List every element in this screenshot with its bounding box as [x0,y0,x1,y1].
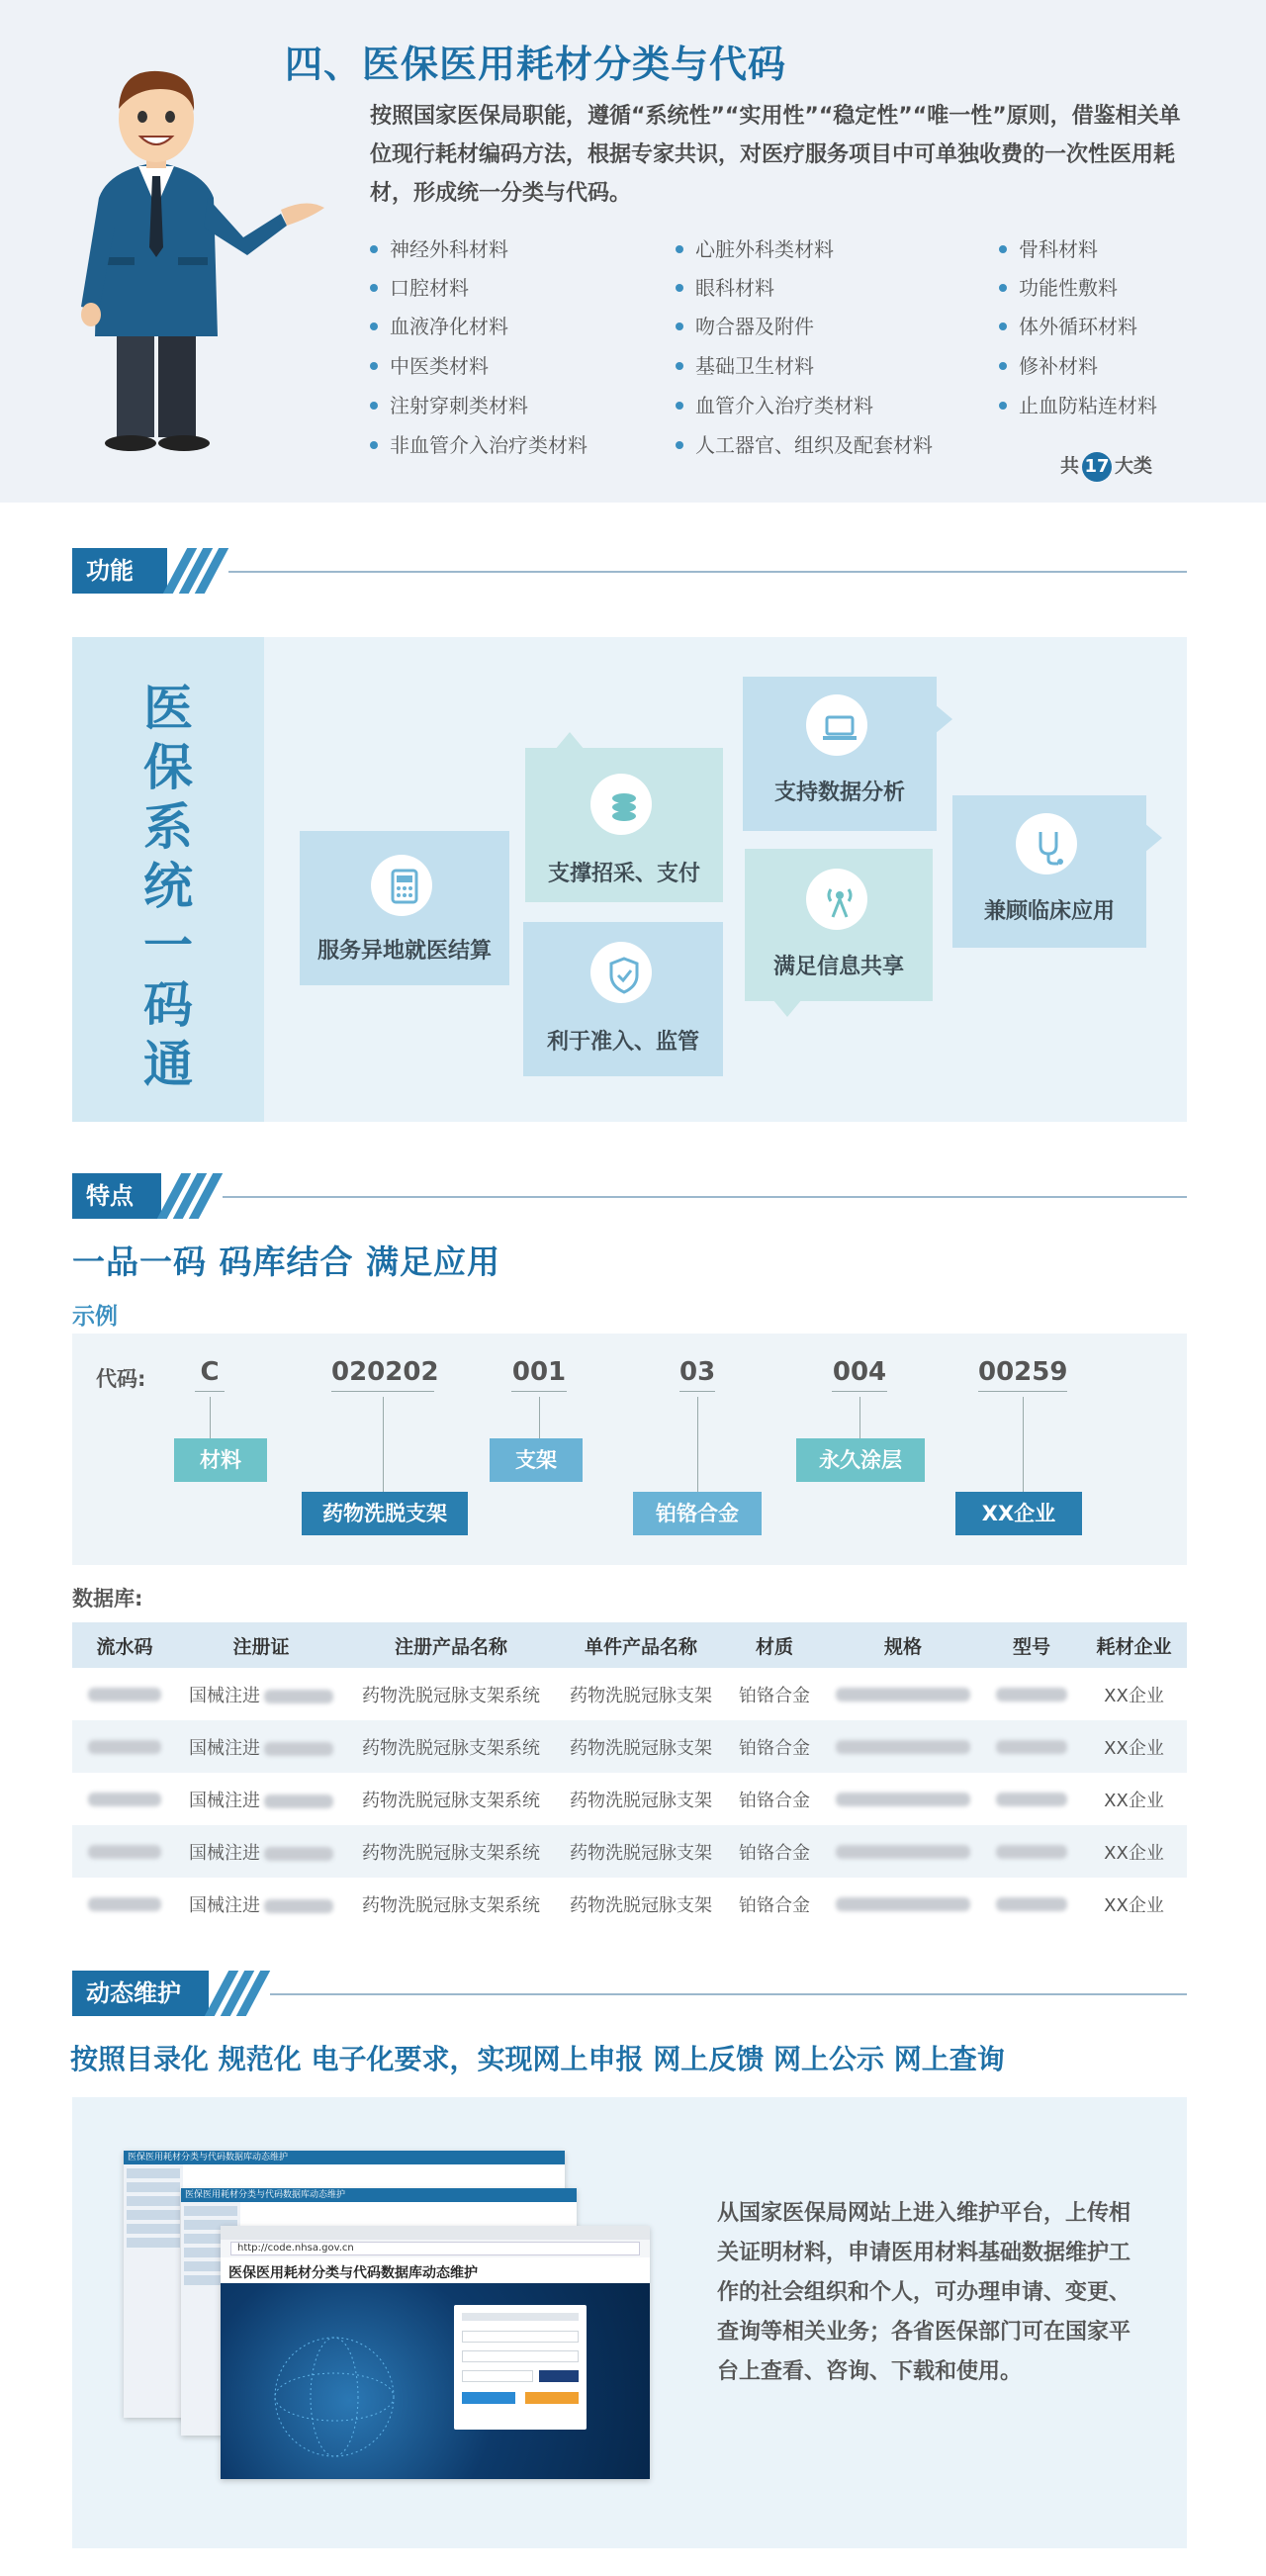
code-meaning-label: 永久涂层 [796,1438,925,1482]
coins-icon [590,774,652,835]
slogan-char: 码 [143,976,193,1034]
bullet-dot-icon [676,245,683,253]
connector-line [859,1397,860,1438]
code-segment: 03 [679,1357,715,1392]
bullet-dot-icon [676,284,683,292]
function-label: 服务异地就医结算 [316,939,492,964]
table-cell: 药物洗脱冠脉支架系统 [345,1720,557,1773]
category-item: 人工器官、组织及配套材料 [676,429,933,458]
register-button[interactable] [525,2392,579,2404]
connector-line [1023,1397,1024,1492]
bullet-dot-icon [676,402,683,410]
blurred-cell [72,1668,177,1720]
features-tag: 特点 [72,1173,161,1219]
intro-title: 四、医保医用耗材分类与代码 [285,43,787,86]
table-cell: 铂铬合金 [739,1685,810,1706]
captcha-row [462,2370,579,2382]
category-item: 心脏外科类材料 [676,233,834,262]
database-table [72,1622,1187,1930]
column-header: 注册产品名称 [345,1622,557,1668]
function-label: 支持数据分析 [773,781,905,805]
table-cell: 国械注进 [177,1720,345,1773]
category-item: 功能性敷料 [999,272,1118,301]
screenshot-title: 医保医用耗材分类与代码数据库动态维护 [181,2188,577,2202]
bullet-dot-icon [999,362,1007,370]
slogan-char: 统 [143,858,193,915]
code-meaning-label: XX企业 [955,1492,1082,1535]
slogan-char: 系 [143,798,193,856]
total-prefix: 共 [1060,455,1080,477]
table-cell: 国械注进 [177,1668,345,1720]
blurred-cell [72,1878,177,1930]
column-header: 注册证 [177,1622,345,1668]
bullet-dot-icon [370,245,378,253]
bullet-dot-icon [370,441,378,449]
slogan-text [72,679,264,1094]
login-tabs[interactable] [462,2313,579,2321]
login-form [454,2305,587,2430]
category-item: 眼科材料 [676,272,774,301]
table-cell: XX企业 [1104,1790,1164,1811]
screenshot-title: 医保医用耗材分类与代码数据库动态维护 [124,2151,565,2164]
code-meaning-label: 铂铬合金 [633,1492,762,1535]
stethoscope-icon [1016,813,1077,874]
globe-icon [260,2323,408,2471]
table-cell: 国械注进 [177,1773,345,1825]
function-label: 满足信息共享 [772,955,904,979]
blurred-cell [982,1878,1081,1930]
blurred-cell [982,1668,1081,1720]
code-meaning-label: 材料 [174,1438,267,1482]
blurred-cell [824,1720,982,1773]
maintenance-panel [72,2097,1187,2548]
presenter-illustration [69,59,336,455]
column-header: 型号 [982,1622,1081,1668]
slogan-char: 一 [143,917,193,974]
bullet-dot-icon [370,284,378,292]
maintenance-description: 从国家医保局网站上进入维护平台，上传相关证明材料，申请医用材料基础数据维护工作的社会组织和个人，可办理申请、变更、查询等相关业务；各省医保部门可在国家平台上查看、咨询、下载和使用。 [717,2201,1131,2384]
blurred-cell [824,1773,982,1825]
slogan-panel [72,637,264,1122]
table-cell: 药物洗脱冠脉支架 [570,1894,712,1916]
browser-tabbar [221,2226,650,2240]
category-item: 中医类材料 [370,350,489,379]
section-rule [223,1196,1187,1198]
function-box-access [523,922,723,1076]
function-box-procure [525,748,723,902]
column-header: 流水码 [72,1622,177,1668]
function-box-analysis [743,677,937,831]
slogan-char: 保 [143,739,193,796]
category-item: 骨科材料 [999,233,1098,262]
table-cell: XX企业 [1104,1685,1164,1706]
password-input[interactable] [462,2350,579,2362]
slogan-char: 医 [143,680,193,737]
column-header: 单件产品名称 [557,1622,725,1668]
category-total [1060,451,1152,482]
function-label: 兼顾临床应用 [983,899,1115,924]
category-item: 血液净化材料 [370,311,508,339]
arrow-tip-icon [772,999,802,1017]
screenshot-heading: 医保医用耗材分类与代码数据库动态维护 [228,2265,478,2281]
function-label: 利于准入、监管 [546,1030,699,1055]
table-cell: 药物洗脱冠脉支架系统 [362,1894,540,1916]
table-cell: 药物洗脱冠脉支架系统 [362,1790,540,1811]
features-title: 一品一码 码库结合 满足应用 [72,1242,500,1281]
category-item: 非血管介入治疗类材料 [370,429,588,458]
function-box-clinic [952,795,1146,948]
blurred-cell [72,1720,177,1773]
maintenance-title: 按照目录化 规范化 电子化要求，实现网上申报 网上反馈 网上公示 网上查询 [70,2043,1005,2075]
table-cell: 药物洗脱冠脉支架 [557,1825,725,1878]
code-meaning-label: 支架 [490,1438,583,1482]
captcha-image[interactable] [539,2370,579,2382]
blurred-cell [982,1773,1081,1825]
slogan-char: 通 [143,1036,193,1093]
table-cell: 药物洗脱冠脉支架 [570,1685,712,1706]
arrow-tip-icon [935,704,952,734]
table-cell: XX企业 [1081,1720,1187,1773]
table-row [72,1668,1187,1720]
maintenance-section-header [72,1971,1187,2016]
table-cell: 国械注进 [177,1878,345,1930]
login-button[interactable] [462,2392,515,2404]
section-rule [228,571,1187,573]
username-input[interactable] [462,2331,579,2343]
calculator-icon [371,855,432,916]
category-item: 口腔材料 [370,272,469,301]
section-rule [270,1993,1187,1995]
login-actions [462,2392,579,2404]
category-item: 血管介入治疗类材料 [676,390,873,418]
table-row [72,1878,1187,1930]
maintenance-tag: 动态维护 [72,1971,209,2016]
code-segment: 020202 [331,1357,434,1392]
total-suffix: 大类 [1115,455,1153,477]
connector-line [539,1397,540,1438]
table-cell: XX企业 [1081,1825,1187,1878]
blurred-cell [72,1773,177,1825]
table-cell: 铂铬合金 [725,1825,824,1878]
column-header: 耗材企业 [1081,1622,1187,1668]
database-label: 数据库: [72,1587,143,1610]
table-cell: 铂铬合金 [739,1790,810,1811]
category-item: 基础卫生材料 [676,350,814,379]
shield-icon [590,942,652,1003]
category-item: 注射穿刺类材料 [370,390,528,418]
arrow-tip-icon [1144,823,1162,853]
intro-section [0,0,1266,503]
connector-line [697,1397,698,1492]
table-cell: XX企业 [1104,1894,1164,1916]
code-segment: 004 [832,1357,887,1392]
bullet-dot-icon [676,362,683,370]
laptop-icon [806,694,867,756]
connector-line [383,1397,384,1492]
code-label: 代码: [96,1367,146,1391]
bullet-dot-icon [676,322,683,330]
code-example-panel [72,1334,1187,1565]
function-box-share [745,849,933,1001]
features-section-header [72,1173,1187,1219]
table-cell: 药物洗脱冠脉支架系统 [345,1825,557,1878]
blurred-cell [824,1825,982,1878]
table-cell: 国械注进 [177,1825,345,1878]
bullet-dot-icon [370,362,378,370]
code-segment: 00259 [978,1357,1067,1392]
code-segment: C [195,1357,225,1392]
category-item: 吻合器及附件 [676,311,814,339]
table-cell: 铂铬合金 [739,1894,810,1916]
bullet-dot-icon [999,402,1007,410]
function-section-header [72,548,1187,594]
screenshot-sidebar [124,2164,183,2418]
category-item: 止血防粘连材料 [999,390,1157,418]
bullet-dot-icon [370,402,378,410]
url-field: http://code.nhsa.gov.cn [230,2242,640,2255]
browser-addressbar [221,2240,650,2257]
globe-banner [221,2283,650,2479]
function-panel [72,637,1187,1122]
column-header: 规格 [824,1622,982,1668]
category-item: 神经外科材料 [370,233,508,262]
table-header-row [72,1622,1187,1668]
blurred-cell [982,1720,1081,1773]
table-cell: 药物洗脱冠脉支架系统 [362,1685,540,1706]
code-meaning-label: 药物洗脱支架 [302,1492,468,1535]
example-label: 示例 [72,1304,118,1330]
table-row [72,1720,1187,1773]
blurred-cell [72,1825,177,1878]
connector-line [210,1397,211,1438]
bullet-dot-icon [370,322,378,330]
category-item: 体外循环材料 [999,311,1137,339]
bullet-dot-icon [999,284,1007,292]
function-label: 支撑招采、支付 [547,862,700,886]
platform-screenshot-front [221,2226,650,2479]
column-header: 材质 [725,1622,824,1668]
table-row [72,1773,1187,1825]
table-cell: 铂铬合金 [725,1720,824,1773]
code-segment: 001 [511,1357,567,1392]
bullet-dot-icon [999,245,1007,253]
function-tag: 功能 [72,548,167,594]
bullet-dot-icon [999,322,1007,330]
table-cell: 药物洗脱冠脉支架 [557,1720,725,1773]
blurred-cell [824,1668,982,1720]
bullet-dot-icon [676,441,683,449]
total-count-badge: 17 [1082,452,1112,482]
category-item: 修补材料 [999,350,1098,379]
intro-description: 按照国家医保局职能，遵循“系统性”“实用性”“稳定性”“唯一性”原则，借鉴相关单位现行耗材编码方法，根据专家共识，对医疗服务项目中可单独收费的一次性医用耗材，形成统一分类与代码。 [370,104,1181,206]
captcha-input[interactable] [462,2370,533,2382]
table-cell: 药物洗脱冠脉支架 [570,1790,712,1811]
table-row [72,1825,1187,1878]
blurred-cell [982,1825,1081,1878]
blurred-cell [824,1878,982,1930]
function-box-settle [300,831,509,985]
arrow-tip-icon [555,732,585,750]
signal-tower-icon [806,869,867,930]
